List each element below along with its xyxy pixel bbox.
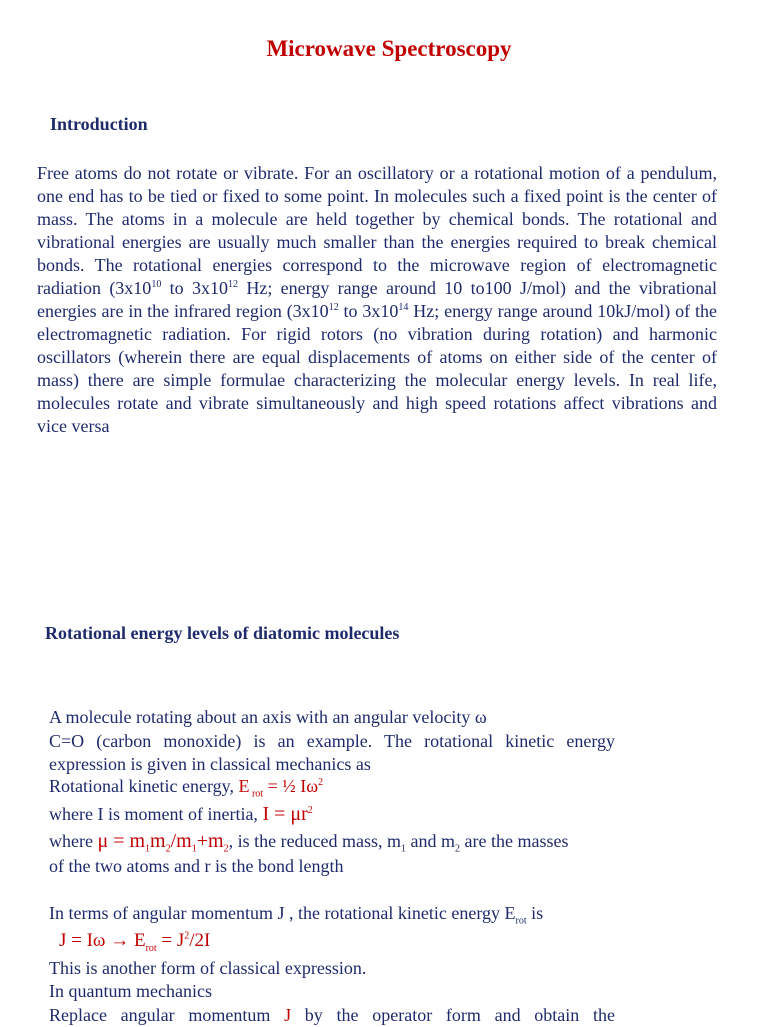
angular-momentum-line: In terms of angular momentum J , the rotational kinetic energy $E_{rot}$ is [49,903,544,927]
page-title: Microwave Spectroscopy [266,36,512,61]
classical-expression-line: This is another form of classical expression. [49,958,367,978]
rotating-molecule-line: A molecule rotating about an axis with an angular velocity ω [49,707,487,727]
angular-momentum-formula: $J = I\omega \to E_{rot} = J^2/2I$ [59,930,211,954]
carbon-monoxide-paragraph: C=O (carbon monoxide) is an example. The rotational kinetic energy expression is given in classical mechanics as [49,731,615,774]
rotational-ke-formula: Rotational kinetic energy, E $_{rot}$ = ½ $I\omega^2$ [49,776,324,800]
introduction-heading: Introduction [50,114,148,134]
quantum-mechanics-line: In quantum mechanics [49,981,212,1001]
bond-length-line: of the two atoms and r is the bond length [49,856,344,876]
reduced-mass-line: where $\mu = m_1m_2/m_1+m_2$, is the reduced mass, $m_1$ and $m_2$ are the masses [49,830,569,855]
rotational-heading: Rotational energy levels of diatomic molecules [45,623,400,643]
moment-of-inertia-line: where I is moment of inertia, $I = \mu r^2$ [49,803,313,825]
introduction-paragraph: Free atoms do not rotate or vibrate. For an oscillatory or a rotational motion of a pendulum, one end has to be tied or fixed to some point. In molecules such a fixed point is the center of mass. The atoms in a molecule are held together by chemical bonds. The rotational and vibrational energies are usually much smaller than the energies required to break chemical bonds. The rotational energies correspond to the microwave region of electromagnetic radiation ($3x10^{10}$ to $3x10^{12}$ Hz; energy range around 10 to100 J/mol) and the vibrational energies are in the infrared region ($3x10^{12}$ to $3x10^{14}$ Hz; energy range around 10kJ/mol) of the electromagnetic radiation. For rigid rotors (no vibration during rotation) and harmonic oscillators (wherein there are equal displacements of atoms on either side of the center of mass) there are simple formulae characterizing the molecular energy levels. In real life, molecules rotate and vibrate simultaneously and high speed rotations affect vibrations and vice versa [37,163,717,436]
operator-form-line: Replace angular momentum J by the operator form and obtain the [49,1005,615,1025]
